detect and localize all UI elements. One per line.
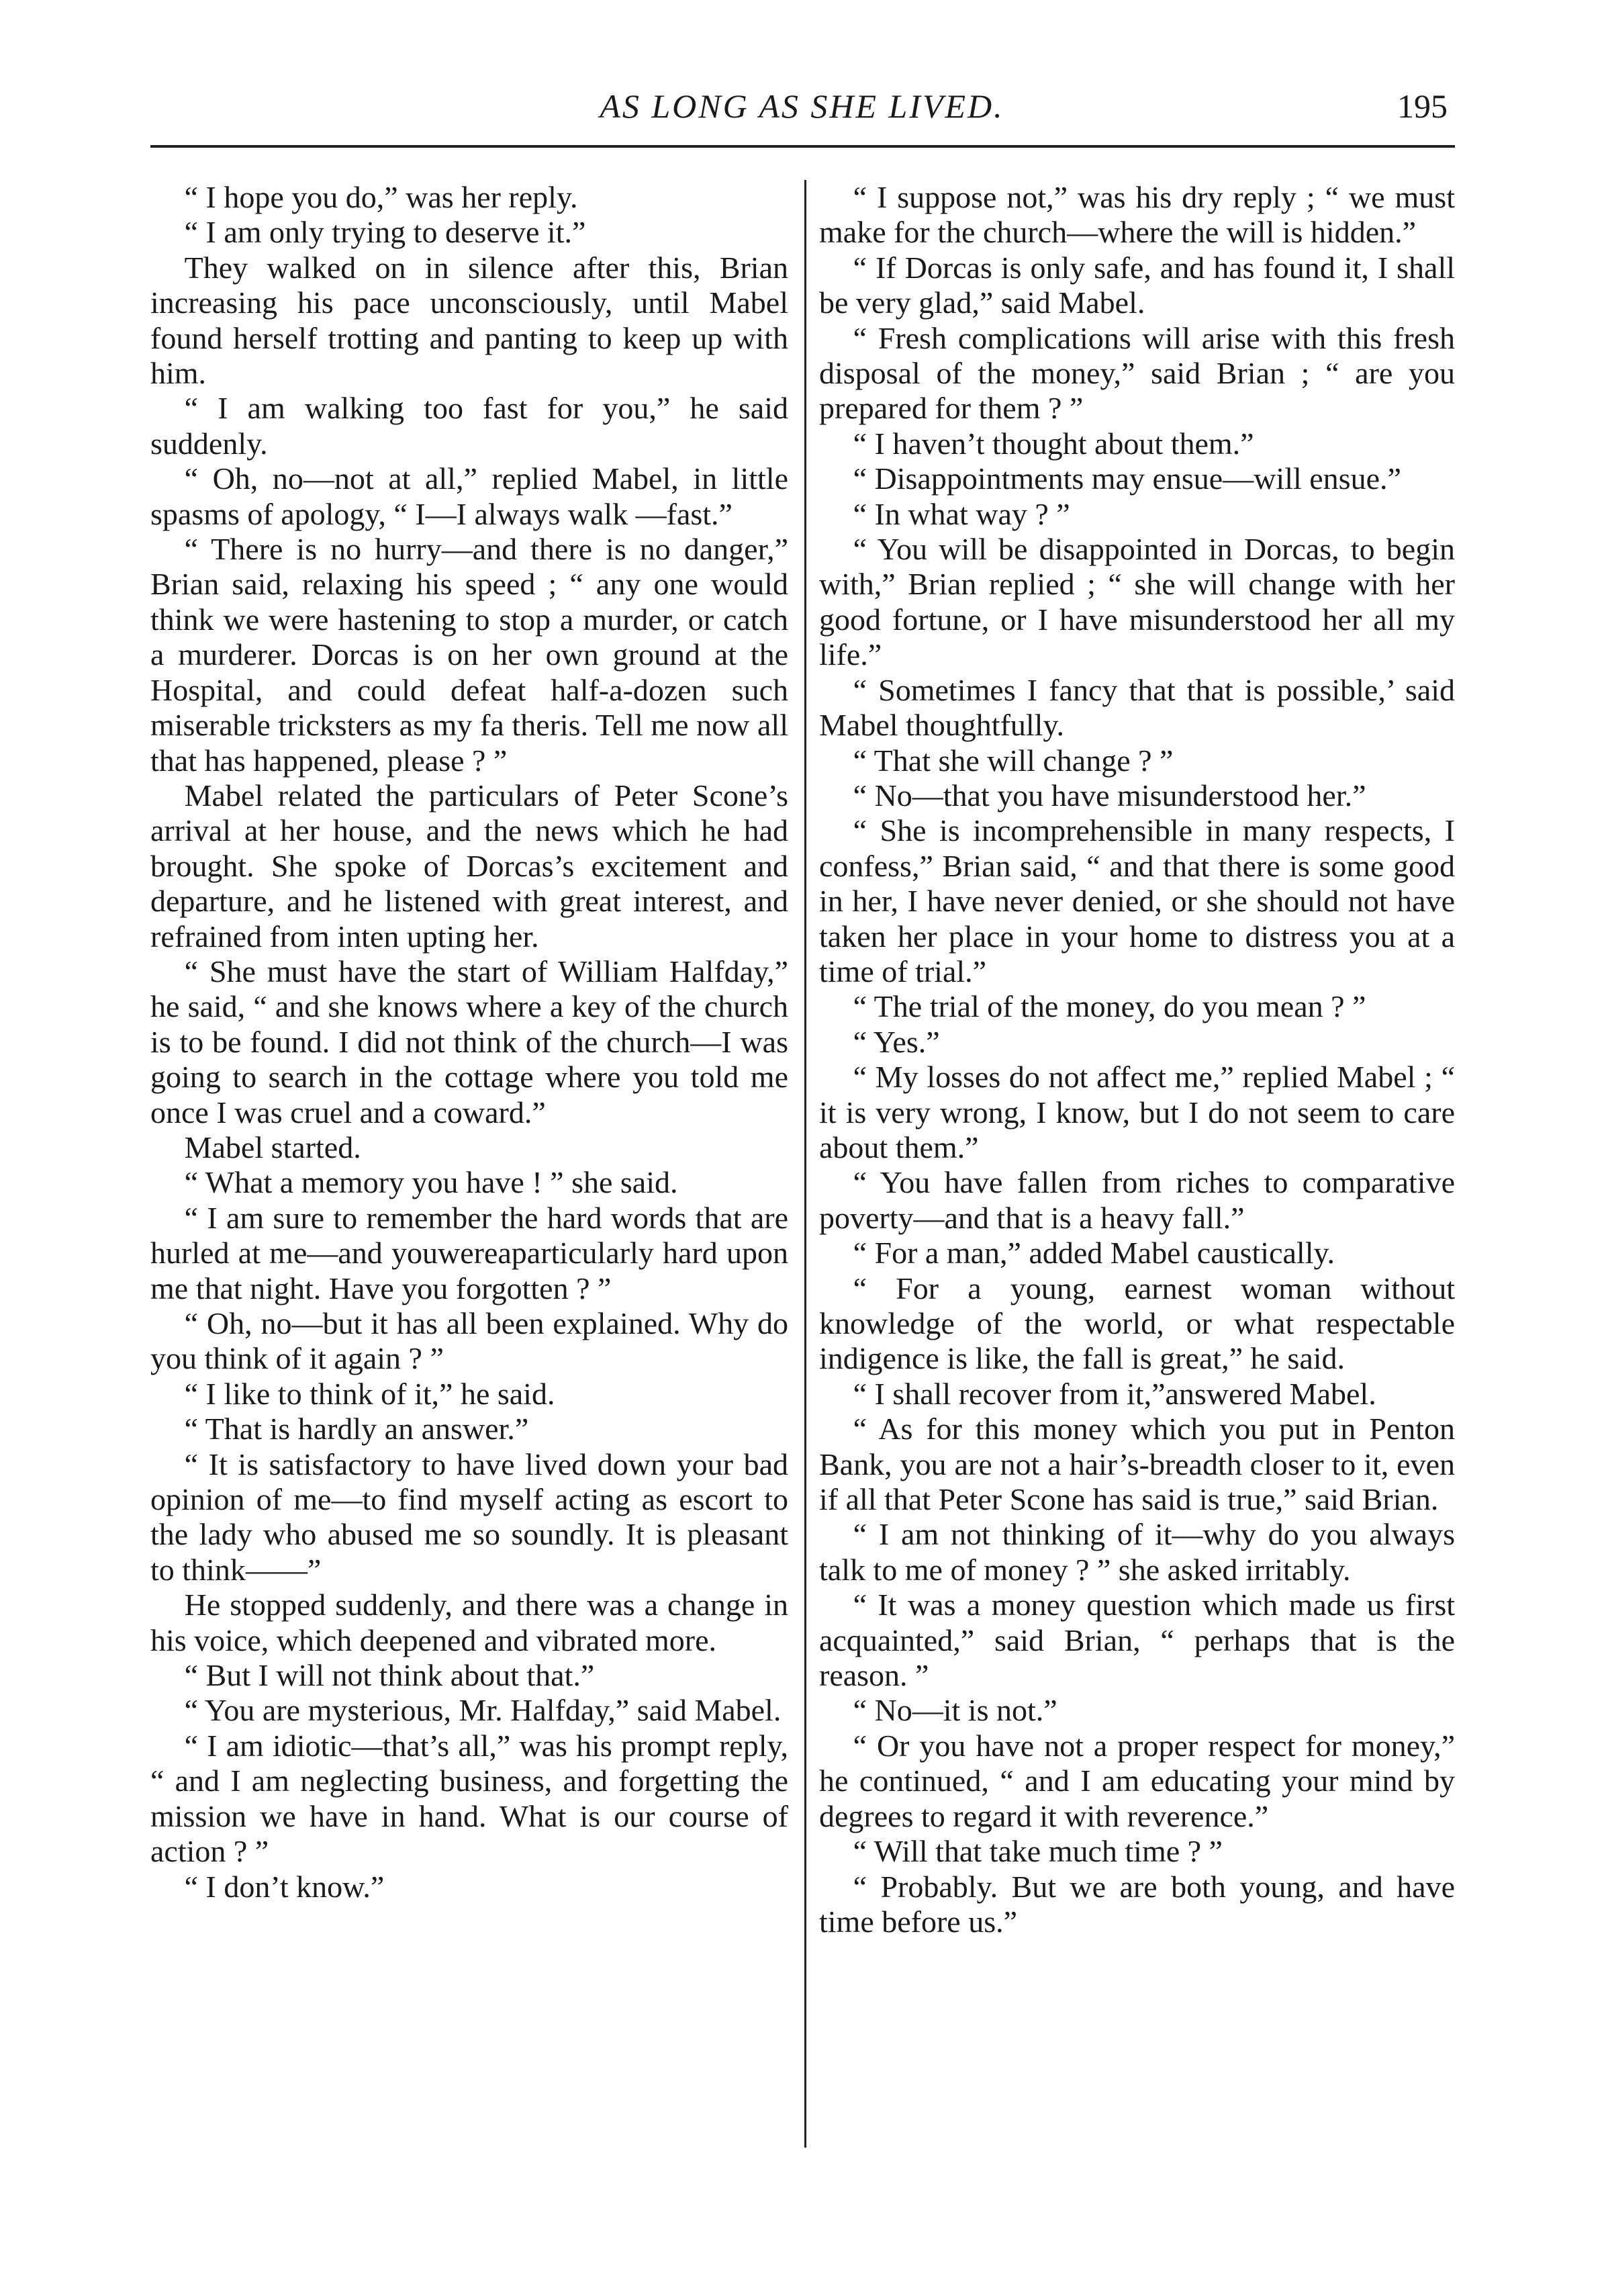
- paragraph: “ I haven’t thought about them.”: [853, 426, 1254, 461]
- page-number: 195: [1397, 87, 1448, 125]
- paragraph: “ Oh, no—not at all,” replied Mabel, in little spasms of apology, “ I—I always walk —fast.”: [150, 461, 788, 531]
- paragraph: “ For a young, earnest woman without knowledge of the world, or what respectable indigence is like, the fall is great,” he said.: [819, 1271, 1455, 1376]
- paragraph: “ For a man,” added Mabel caustically.: [853, 1236, 1335, 1271]
- paragraph: “ That she will change ? ”: [853, 743, 1174, 778]
- paragraph: “ Sometimes I fancy that that is possible,’ said Mabel thoughtfully.: [819, 672, 1455, 743]
- paragraph: Mabel started.: [184, 1130, 361, 1164]
- paragraph: “ I don’t know.”: [184, 1869, 385, 1904]
- paragraph: “ My losses do not affect me,” replied Mabel ; “ it is very wrong, I know, but I do not seem to care about them.”: [819, 1060, 1455, 1164]
- paragraph: “ I am idiotic—that’s all,” was his prompt reply, “ and I am neglecting business, and forgetting the mission we have in hand. What is our course of action ? ”: [150, 1728, 788, 1869]
- paragraph: “ I suppose not,” was his dry reply ; “ we must make for the church—where the will is hidden.”: [819, 180, 1455, 250]
- left-column: [150, 180, 788, 1904]
- paragraph: “ No—it is not.”: [853, 1693, 1057, 1728]
- paragraph: “ I like to think of it,” he said.: [184, 1376, 555, 1411]
- paragraph: “ She must have the start of William Halfday,” he said, “ and she knows where a key of the church is to be found. I did not think of the church—I was going to search in the cottage where you told me once I was cruel and a coward.”: [150, 954, 788, 1130]
- paragraph: “ It is satisfactory to have lived down your bad opinion of me—to find myself acting as escort to the lady who abused me so soundly. It is pleasant to think——”: [150, 1447, 788, 1587]
- paragraph: “ You are mysterious, Mr. Halfday,” said Mabel.: [184, 1693, 782, 1728]
- header-rule: [150, 145, 1455, 148]
- paragraph: “ Fresh complications will arise with this fresh disposal of the money,” said Brian ; “ are you prepared for them ? ”: [819, 320, 1455, 426]
- paragraph: “ That is hardly an answer.”: [184, 1412, 529, 1447]
- paragraph: “ What a memory you have ! ” she said.: [184, 1165, 678, 1200]
- paragraph: “ Disappointments may ensue—will ensue.”: [853, 461, 1401, 496]
- paragraph: “ But I will not think about that.”: [184, 1658, 595, 1693]
- paragraph: “ In what way ? ”: [853, 496, 1070, 531]
- paragraph: “ The trial of the money, do you mean ? ”: [853, 989, 1366, 1024]
- paragraph: “ As for this money which you put in Penton Bank, you are not a hair’s-breadth closer to it, even if all that Peter Scone has said is true,” said Brian.: [819, 1412, 1455, 1517]
- paragraph: “ She is incomprehensible in many respects, I confess,” Brian said, “ and that there is some good in her, I have never denied, or she should not have taken her place in your home to distress you at a time of trial.”: [819, 813, 1455, 989]
- paragraph: “ I hope you do,” was her reply.: [184, 180, 578, 214]
- paragraph: Mabel related the particulars of Peter Scone’s arrival at her house, and the news which he had brought. She spoke of Dorcas’s excitement and departure, and he listened with great interest, and refrained from inten upting her.: [150, 778, 788, 954]
- paragraph: “ I am sure to remember the hard words that are hurled at me—and youwereaparticularly hard upon me that night. Have you forgotten ? ”: [150, 1200, 788, 1305]
- paragraph: “ I am walking too fast for you,” he said suddenly.: [150, 391, 788, 461]
- paragraph: “ You will be disappointed in Dorcas, to begin with,” Brian replied ; “ she will change with her good fortune, or I have misunderstood her all my life.”: [819, 532, 1455, 672]
- paragraph: He stopped suddenly, and there was a change in his voice, which deepened and vibrated more.: [150, 1588, 788, 1657]
- running-title: AS LONG AS SHE LIVED.: [600, 87, 1004, 125]
- paragraph: “ No—that you have misunderstood her.”: [853, 778, 1366, 813]
- paragraph: They walked on in silence after this, Brian increasing his pace unconsciously, until Mabel found herself trotting and panting to keep up with him.: [150, 250, 788, 391]
- paragraph: “ You have fallen from riches to comparative poverty—and that is a heavy fall.”: [819, 1165, 1455, 1235]
- running-head: [0, 79, 1604, 133]
- right-column: [819, 180, 1455, 1939]
- paragraph: “ It was a money question which made us first acquainted,” said Brian, “ perhaps that is the reason. ”: [819, 1588, 1455, 1693]
- column-divider: [804, 180, 806, 2148]
- paragraph: “ I am only trying to deserve it.”: [184, 215, 586, 250]
- paragraph: “ Will that take much time ? ”: [853, 1834, 1223, 1869]
- paragraph: “ I shall recover from it,”answered Mabel.: [853, 1376, 1376, 1411]
- paragraph: “ There is no hurry—and there is no danger,” Brian said, relaxing his speed ; “ any one would think we were hastening to stop a murder, or catch a murderer. Dorcas is on her own ground at the Hospital, and could defeat half-a-dozen such miserable tricksters as my fa theris. Tell me now all that has happened, please ? ”: [150, 532, 788, 778]
- paragraph: “ I am not thinking of it—why do you always talk to me of money ? ” she asked irritably.: [819, 1517, 1455, 1587]
- paragraph: “ Probably. But we are both young, and have time before us.”: [819, 1869, 1455, 1939]
- paragraph: “ If Dorcas is only safe, and has found it, I shall be very glad,” said Mabel.: [819, 250, 1455, 320]
- paragraph: “ Oh, no—but it has all been explained. Why do you think of it again ? ”: [150, 1306, 788, 1376]
- paragraph: “ Or you have not a proper respect for money,” he continued, “ and I am educating your mind by degrees to regard it with reverence.”: [819, 1728, 1455, 1833]
- paragraph: “ Yes.”: [853, 1024, 940, 1059]
